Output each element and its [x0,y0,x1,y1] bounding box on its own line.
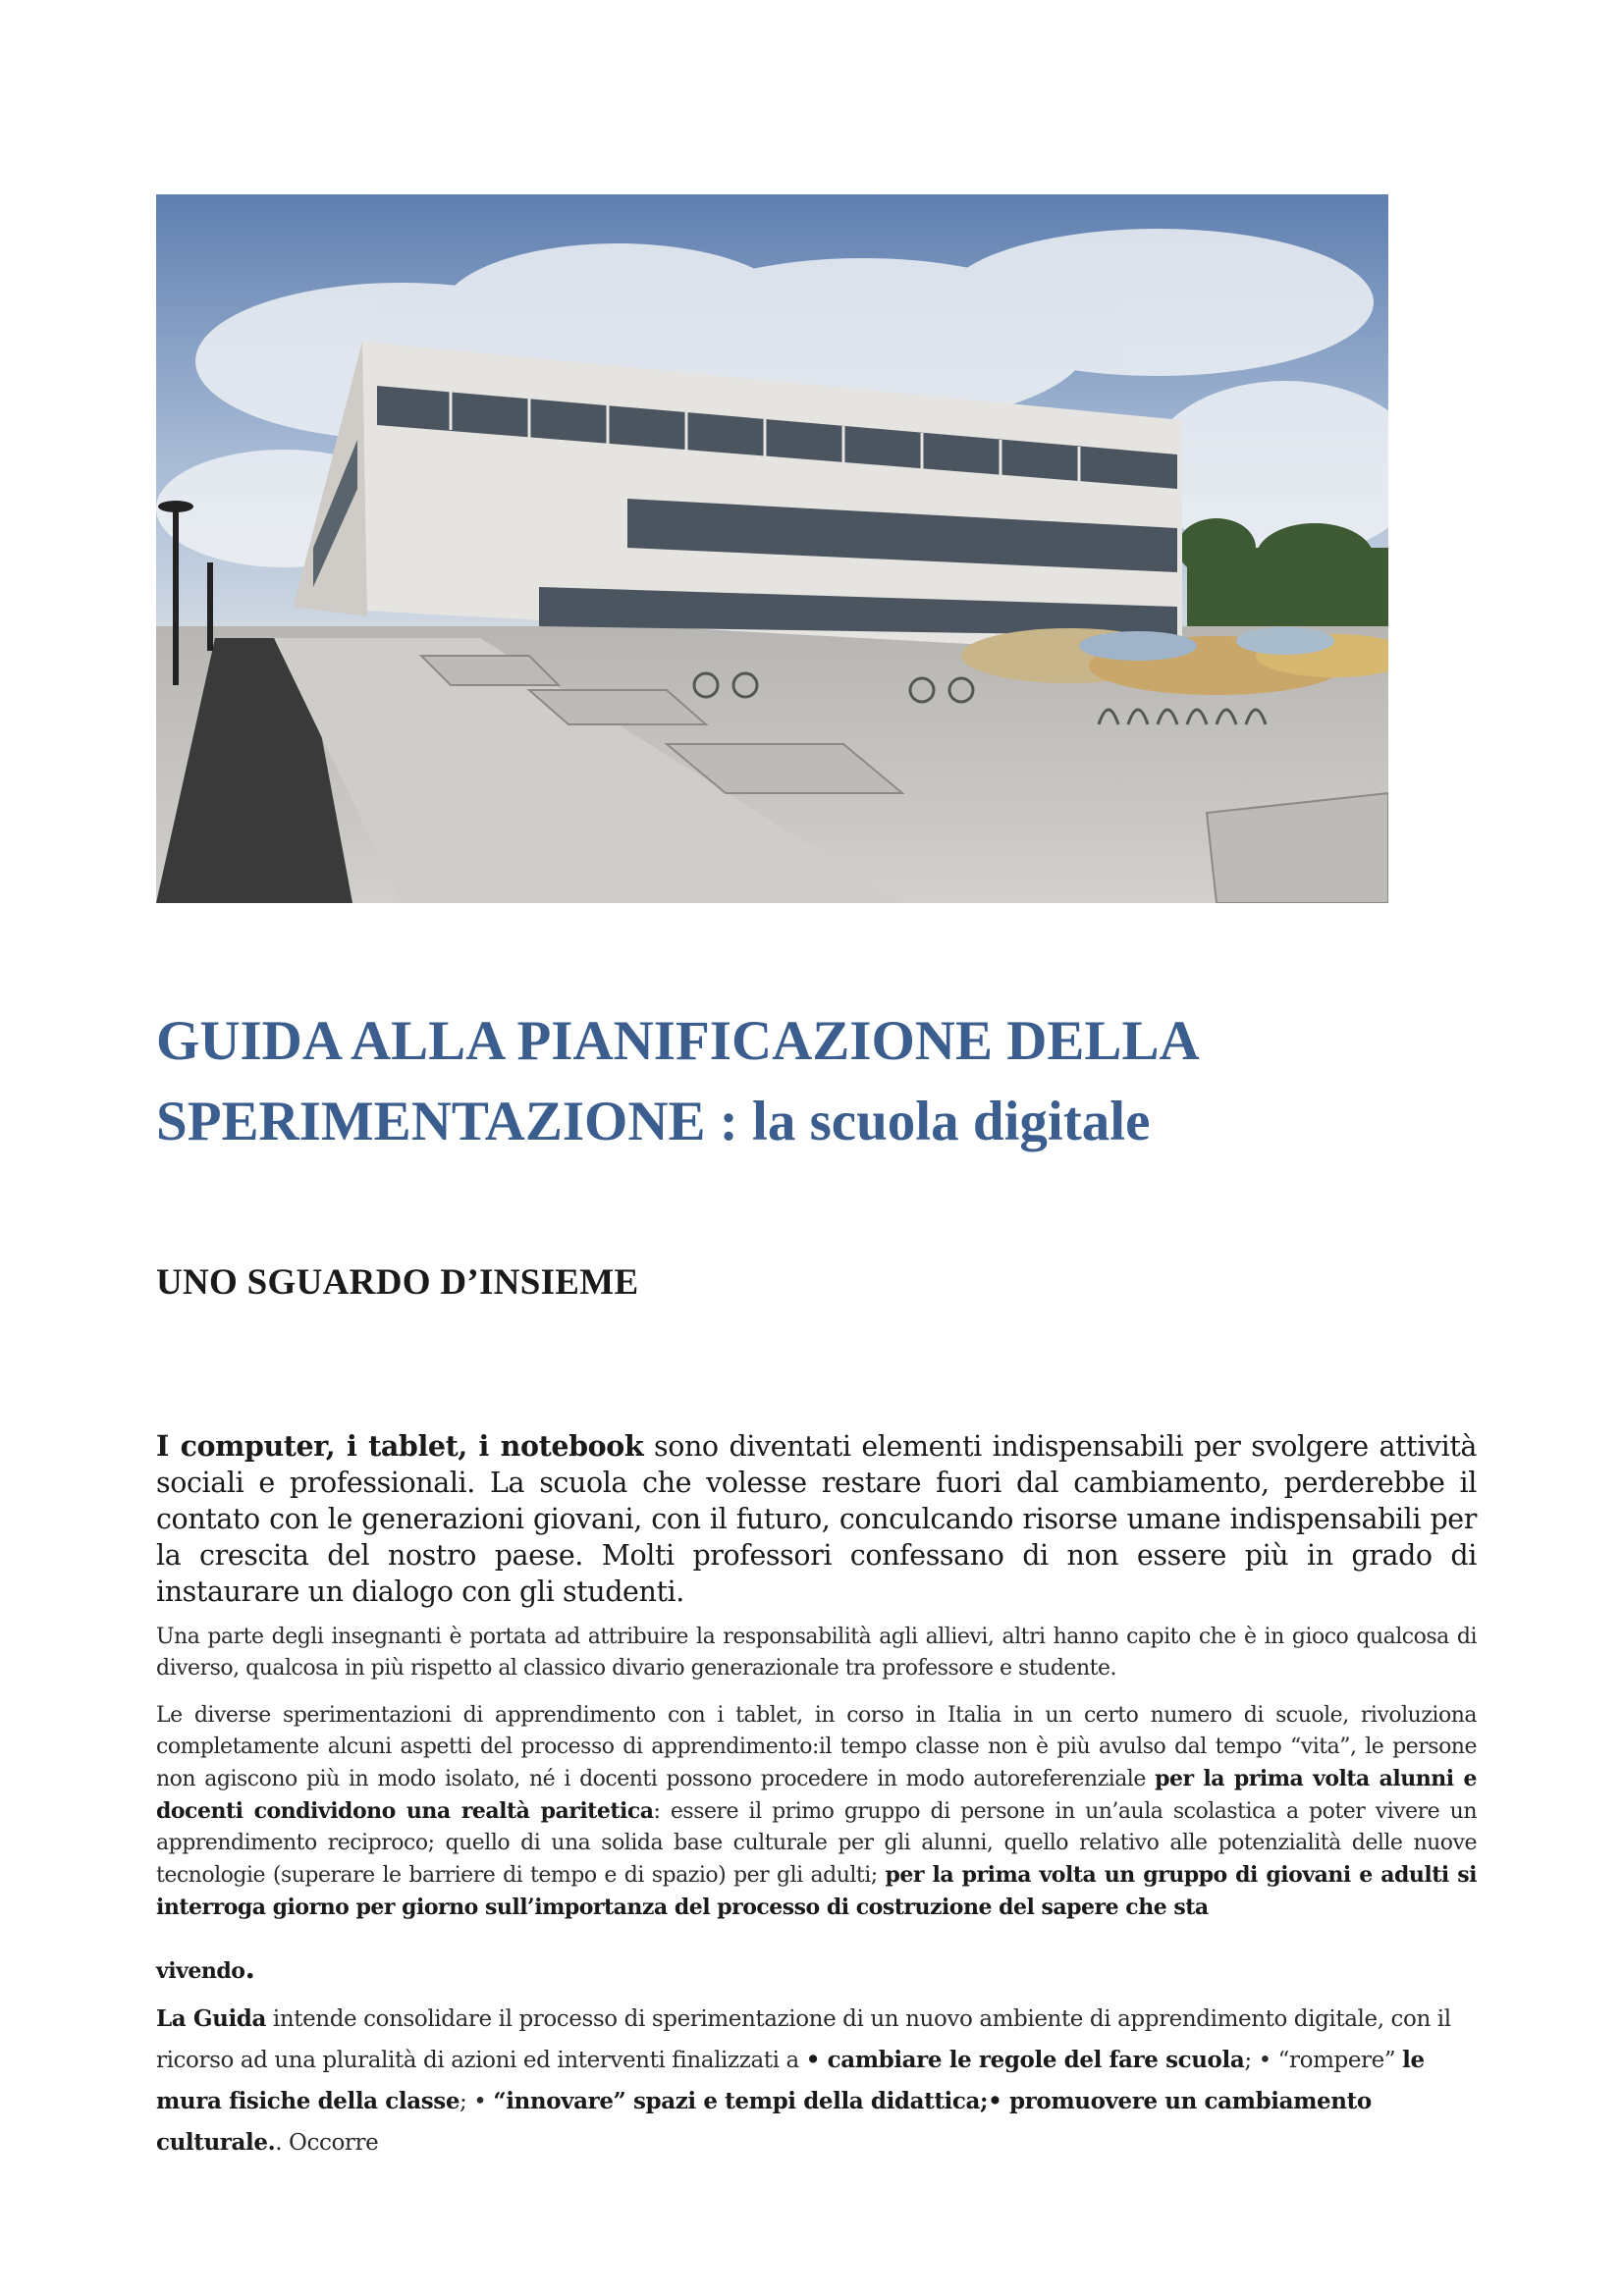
school-building-image [156,194,1388,903]
experiments-bold-2: per la prima volta un gruppo di giovani e adulti si interroga giorno per giorno sull’importanza del processo di costruzione del sapere che sta [156,1862,1477,1920]
experiments-text-1: Le diverse sperimentazioni di apprendimento con i tablet, in corso in Italia in un certo numero di scuole, rivoluziona completamente alcuni aspetti del processo di apprendimento:il tempo classe non è più avulso dal tempo “vita”, le persone non agiscono più in modo isolato, né i docenti possono procedere in modo autoreferenziale [156,1703,1477,1791]
experiments-bold-1: per la prima volta alunni e docenti condividono una realtà paritetica [156,1766,1477,1824]
experiments-bold-3: vivendo [156,1958,245,1984]
guide-paragraph [156,1999,1477,2163]
experiments-paragraph [156,1700,1477,1924]
experiments-text-2: : essere il primo gruppo di persone in un’aula scolastica a poter vivere un apprendimento reciproco; quello di una solida base culturale per gli alunni, quello relativo alle potenzialità delle nuove tecnologie (superare le barriere di tempo e di spazio) per gli adulti; [156,1799,1477,1888]
intro-lead-bold: I computer, i tablet, i notebook [156,1429,644,1463]
guide-bold-3: “innovare” spazi e tempi della didattica;• promuovere un cambiamento culturale. [156,2088,1372,2156]
teachers-paragraph: Una parte degli insegnanti è portata ad attribuire la responsabilità agli allievi, altri hanno capito che è in gioco qualcosa di diverso, qualcosa in più rispetto al classico divario generazionale tra professore e studente. [156,1625,1477,1681]
guide-bold-1: • cambiare le regole del fare scuola [805,2047,1245,2073]
school-building-photo [156,194,1388,903]
guide-bold-2: le mura fisiche della classe [156,2047,1425,2114]
intro-paragraph [156,1428,1477,1610]
guide-text-1: intende consolidare il processo di sperimentazione di un nuovo ambiente di apprendimento digitale, con il ricorso ad una pluralità di azioni ed interventi finalizzati a [156,2006,1451,2073]
guide-text-3: ; • [460,2089,494,2114]
section-heading: UNO SGUARDO D’INSIEME [156,1262,639,1303]
guide-text-2: ; • “rompere” [1244,2048,1403,2073]
guide-text-4: . Occorre [275,2130,379,2156]
intro-text: sono diventati elementi indispensabili per svolgere attività sociali e professionali. La scuola che volesse restare fuori dal cambiamento, perderebbe il contato con le generazioni giovani, con il futuro, conculcando risorse umane indispensabili per la crescita del nostro paese. Molti professori confessano di non essere più in grado di instaurare un dialogo con gli studenti. [156,1430,1477,1608]
experiments-paragraph-end [156,1951,254,1986]
experiments-end-dot: . [244,1951,255,1986]
page-title: GUIDA ALLA PIANIFICAZIONE DELLA SPERIMENTAZIONE : la scuola digitale [156,1010,1197,1152]
guide-lead-bold: La Guida [156,2005,266,2032]
